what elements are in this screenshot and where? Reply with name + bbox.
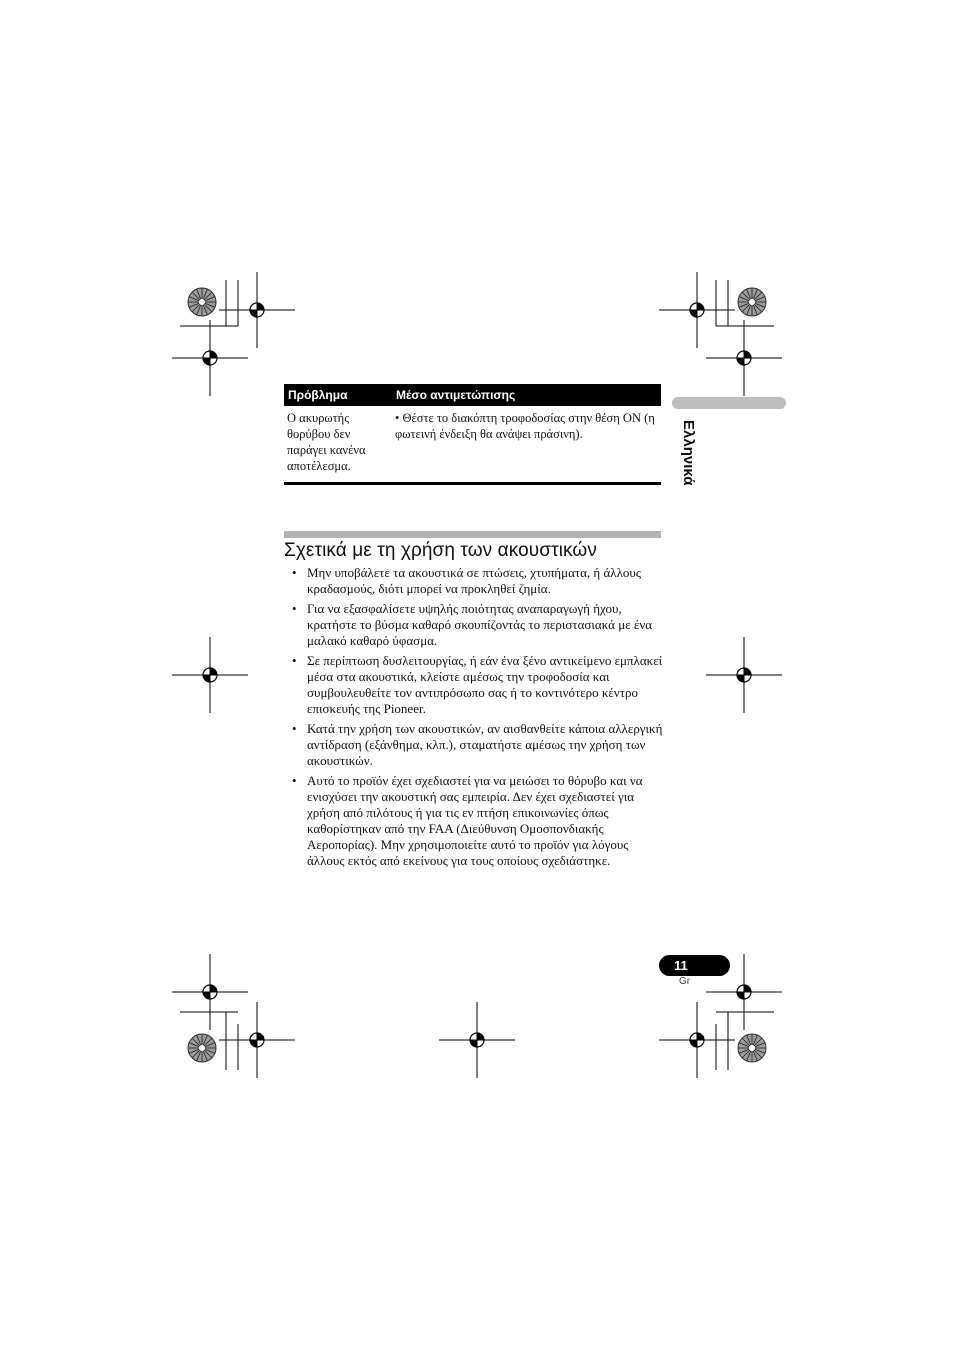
precautions-list — [292, 565, 664, 873]
column-header-problem: Πρόβλημα — [288, 388, 348, 402]
section-rule — [284, 531, 661, 538]
language-tab-bar — [672, 397, 786, 409]
language-tab — [679, 420, 697, 510]
language-label: Ελληνικά — [680, 420, 697, 486]
list-item: • Για να εξασφαλίσετε υψηλής ποιότητας αναπαραγωγή ήχου, κρατήστε το βύσμα καθαρό σκουπίζοντάς το περιστασιακά με ένα μαλακό καθαρό ύφασμα. — [292, 601, 664, 649]
table-header — [284, 384, 661, 406]
column-header-remedy: Μέσο αντιμετώπισης — [396, 388, 516, 402]
section-title: Σχετικά με τη χρήση των ακουστικών — [284, 540, 597, 561]
list-item: • Αυτό το προϊόν έχει σχεδιαστεί για να μειώσει το θόρυβο και να ενισχύσει την ακουστική σας εμπειρία. Δεν έχει σχεδιαστεί για χρήση από πιλότους ή για τις εν πτήση επικοινωνίες όπως καθορίστηκαν από την FAA (Διεύθυνση Ομοσπονδιακής Αεροπορίας). Μην χρησιμοποιείτε αυτό το προϊόν για λόγους άλλους εκτός από εκείνους για τους οποίους σχεδιάστηκε. — [292, 773, 664, 869]
language-code: Gr — [679, 976, 691, 987]
list-item: • Σε περίπτωση δυσλειτουργίας, ή εάν ένα ξένο αντικείμενο εμπλακεί μέσα στα ακουστικά, κλείστε αμέσως την τροφοδοσία και συμβουλευθείτε τον αντιπρόσωπο σας ή το κοντινότερο κέντρο επισκευής της Pioneer. — [292, 653, 664, 717]
table-row — [284, 406, 661, 482]
list-item: • Μην υποβάλετε τα ακουστικά σε πτώσεις, χτυπήματα, ή άλλους κραδασμούς, διότι μπορεί να προκληθεί ζημία. — [292, 565, 664, 597]
problem-cell: Ο ακυρωτής θορύβου δεν παράγει κανένα αποτέλεσμα. — [287, 411, 366, 473]
page-number: 11 — [659, 955, 730, 976]
table-bottom-rule — [284, 482, 661, 485]
troubleshooting-table — [284, 384, 661, 485]
list-item: • Κατά την χρήση των ακουστικών, αν αισθανθείτε κάποια αλλεργική αντίδραση (εξάνθημα, κλπ.), σταματήστε αμέσως την χρήση των ακουστικών. — [292, 721, 664, 769]
remedy-cell: • Θέστε το διακόπτη τροφοδοσίας στην θέση ON (η φωτεινή ένδειξη θα ανάψει πράσινη). — [395, 411, 655, 441]
